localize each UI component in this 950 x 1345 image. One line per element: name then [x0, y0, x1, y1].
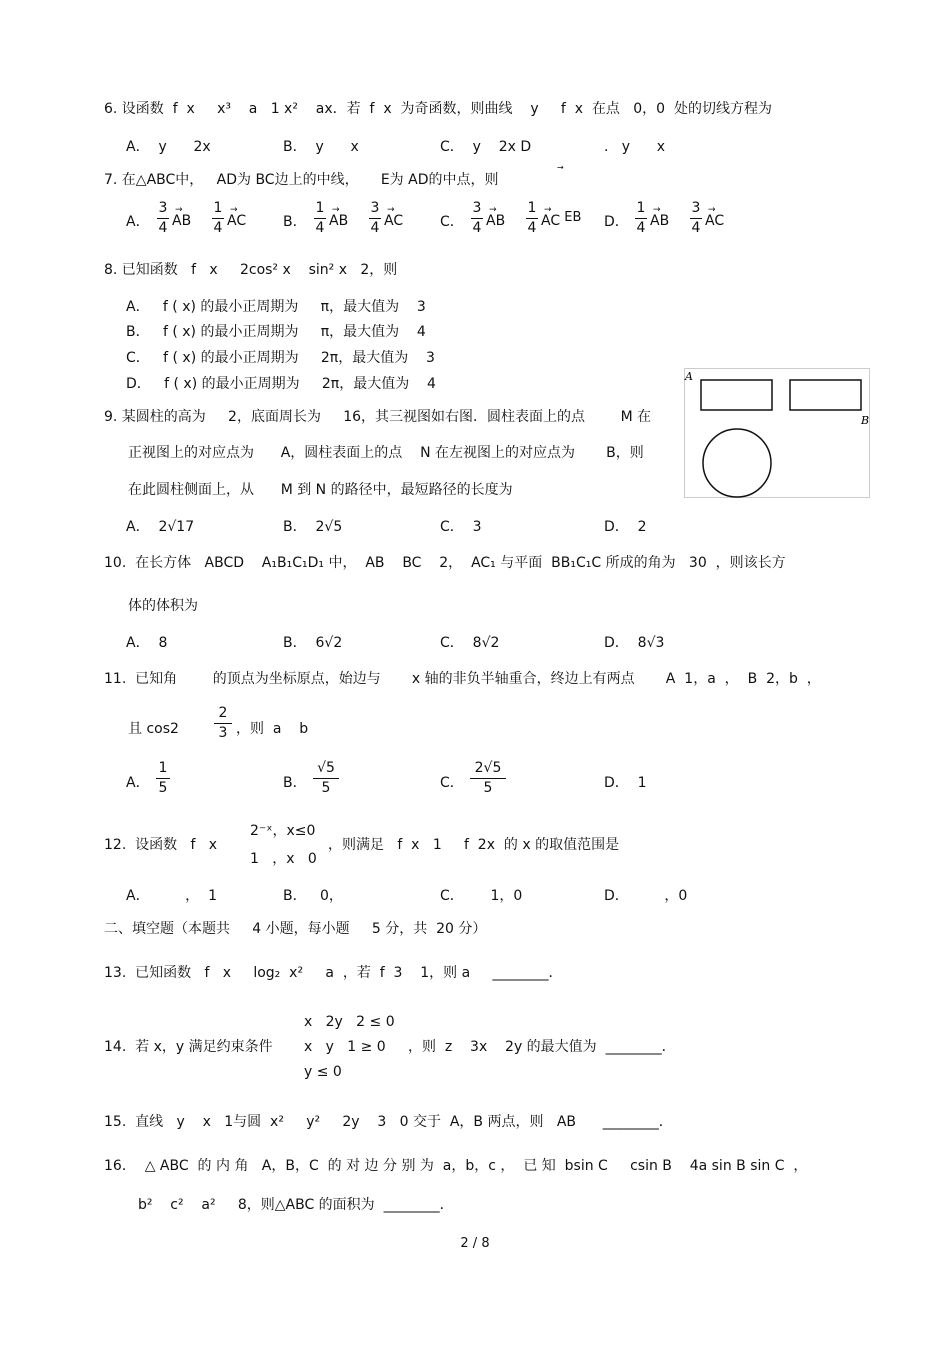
q12-stem-start: 12. 设函数 f x: [104, 837, 218, 853]
q7-option-letter: B．: [283, 214, 307, 230]
q11-option-fraction: 1 5: [156, 760, 170, 797]
q14-stem-start: 14. 若 x，y 满足约束条件: [104, 1039, 273, 1055]
three-view-figure: [684, 368, 870, 498]
q8-option-c: C． f ( x) 的最小正周期为 2π，最大值为 3: [126, 350, 435, 366]
q14-stem-end: ，则 z 3x 2y 的最大值为 ________．: [408, 1039, 676, 1055]
q9-line1: 9. 某圆柱的高为 2，底面周长为 16，其三视图如右图．圆柱表面上的点 M 在: [104, 409, 652, 425]
q11-line1: 11. 已知角 的顶点为坐标原点，始边与 x 轴的非负半轴重合，终边上有两点 A 1，a ， B 2，b ，: [104, 671, 821, 687]
fig-label-b: B: [861, 414, 870, 427]
q7-vector: → AC: [541, 205, 561, 229]
q7-vector: → AC: [227, 205, 247, 229]
q8-option-d: D． f ( x) 的最小正周期为 2π，最大值为 4: [126, 376, 436, 392]
q8-stem: 8. 已知函数 f x 2cos² x sin² x 2，则: [104, 262, 398, 278]
q6-stem: 6. 设函数 f x x³ a 1 x² ax．若 f x 为奇函数，则曲线 y f x 在点 0，0 处的切线方程为: [104, 101, 772, 117]
section-heading-fill-in: 二、填空题（本题共 4 小题，每小题 5 分，共 20 分）: [104, 921, 487, 937]
q11-option-letter: A．: [126, 775, 150, 791]
q13-text: 13. 已知函数 f x log₂ x² a ，若 f 3 1，则 a ________．: [104, 965, 563, 981]
q11-option-fraction: √5 5: [313, 760, 339, 797]
q11-line2-end: ，则 a b: [236, 721, 309, 737]
q7-vector: → AC: [705, 205, 725, 229]
q7-option-letter: A．: [126, 214, 150, 230]
q7-vector-eb: → EB: [557, 163, 582, 225]
q6-option-d: . y x: [604, 139, 666, 155]
q7-coefficient: 1 4: [315, 200, 325, 236]
q10-option-b: B． 6√2: [283, 635, 343, 651]
q14-constraint2: x y 1 ≥ 0: [304, 1039, 386, 1055]
q12-piece2: 1 ，x 0: [250, 851, 317, 867]
q12-piece1: 2⁻ˣ，x≤0: [250, 823, 316, 839]
q7-coefficient: 1 4: [213, 200, 223, 236]
q16-line1: 16． △ ABC 的 内 角 A，B，C 的 对 边 分 别 为 a，b，c ， 已 知 bsin C csin B 4a sin B sin C ，: [104, 1158, 808, 1174]
q7-option-letter: C．: [440, 214, 464, 230]
q7-coefficient: 1 4: [636, 200, 646, 236]
q10-option-c: C． 8√2: [440, 635, 500, 651]
q16-line2: b² c² a² 8，则△ABC 的面积为 ________．: [138, 1197, 454, 1213]
q7-coefficient: 3 4: [158, 200, 168, 236]
q7-coefficient: 3 4: [472, 200, 482, 236]
q7-stem: 7. 在△ABC中， AD为 BC边上的中线， E为 AD的中点，则: [104, 172, 499, 188]
q11-option-letter: C．: [440, 775, 464, 791]
q7-coefficient: 1 4: [527, 200, 537, 236]
q11-option-letter: B．: [283, 775, 307, 791]
q6-option-c: C． y 2x D: [440, 139, 532, 155]
q7-coefficient: 3 4: [370, 200, 380, 236]
q12-option-d: D． ，0: [604, 888, 688, 904]
q10-option-d: D． 8√3: [604, 635, 665, 651]
q11-option-letter: D． 1: [604, 775, 647, 791]
q10-line1: 10. 在长方体 ABCD A₁B₁C₁D₁ 中， AB BC 2， AC₁ 与平面 BB₁C₁C 所成的角为 30 ，则该长方: [104, 555, 786, 571]
q6-option-b: B． y x: [283, 139, 359, 155]
q11-option-fraction: 2√5 5: [470, 760, 506, 797]
q12-option-a: A． ， 1: [126, 888, 217, 904]
q9-option-d: D． 2: [604, 519, 647, 535]
q6-option-a: A． y 2x: [126, 139, 211, 155]
fig-label-a: A: [685, 370, 693, 383]
q12-stem-end: ，则满足 f x 1 f 2x 的 x 的取值范围是: [328, 837, 620, 853]
q10-option-a: A． 8: [126, 635, 168, 651]
q8-option-a: A． f ( x) 的最小正周期为 π，最大值为 3: [126, 299, 426, 315]
q10-line2: 体的体积为: [128, 598, 198, 614]
q7-vector: → AB: [486, 205, 506, 229]
q9-option-c: C． 3: [440, 519, 482, 535]
q11-line2-start: 且 cos2: [128, 721, 179, 737]
q12-option-c: C． 1，0: [440, 888, 523, 904]
q9-line2: 正视图上的对应点为 A，圆柱表面上的点 N 在左视图上的对应点为 B，则: [128, 445, 644, 461]
q7-vector: → AC: [384, 205, 404, 229]
q9-option-a: A． 2√17: [126, 519, 195, 535]
q11-fraction: 2 3: [214, 705, 232, 742]
page-number: 2 / 8: [460, 1236, 490, 1251]
q15-text: 15. 直线 y x 1与圆 x² y² 2y 3 0 交于 A，B 两点，则 AB ________．: [104, 1114, 673, 1130]
q9-option-b: B． 2√5: [283, 519, 343, 535]
q7-vector: → AB: [650, 205, 670, 229]
q14-constraint3: y ≤ 0: [304, 1064, 342, 1080]
q9-line3: 在此圆柱侧面上，从 M 到 N 的路径中，最短路径的长度为: [128, 482, 513, 498]
q7-option-letter: D．: [604, 214, 629, 230]
q8-option-b: B． f ( x) 的最小正周期为 π，最大值为 4: [126, 324, 426, 340]
q7-vector: → AB: [172, 205, 192, 229]
q7-coefficient: 3 4: [691, 200, 701, 236]
q12-option-b: B． 0，: [283, 888, 343, 904]
q14-constraint1: x 2y 2 ≤ 0: [304, 1014, 395, 1030]
q7-vector: → AB: [329, 205, 349, 229]
